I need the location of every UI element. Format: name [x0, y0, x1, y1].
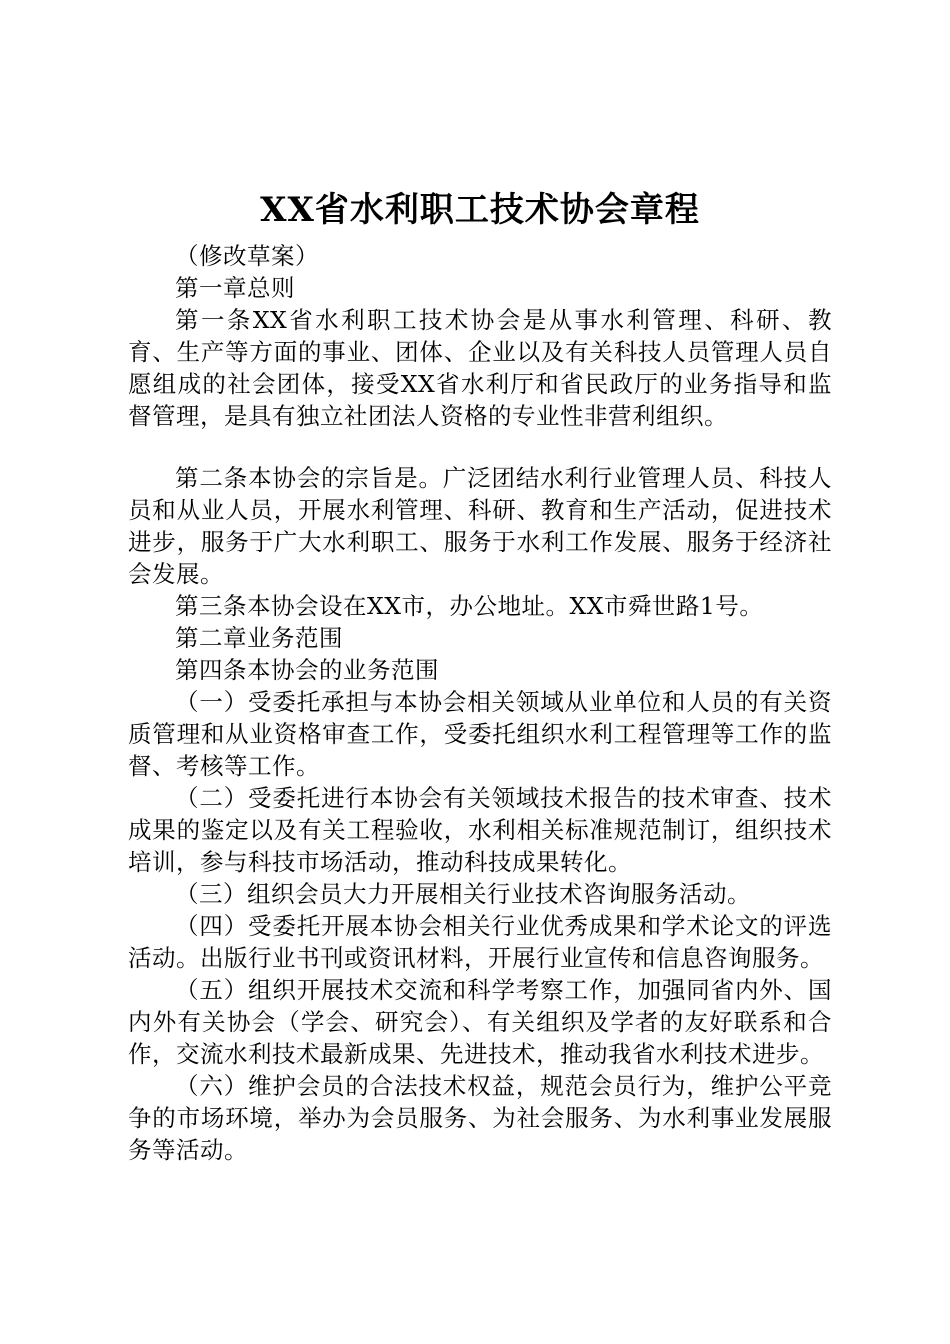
list-item-paragraph: （四）受委托开展本协会相关行业优秀成果和学术论文的评选活动。出版行业书刊或资讯材料，开展行业宣传和信息咨询服务。 — [128, 912, 832, 972]
list-item-paragraph: （六）维护会员的合法技术权益，规范会员行为，维护公平竞争的市场环境，举办为会员服务、为社会服务、为水利事业发展服务等活动。 — [128, 1072, 832, 1164]
article-paragraph: 第三条本协会设在XX市，办公地址。XX市舜世路1号。 — [175, 592, 764, 620]
list-item-paragraph: （五）组织开展技术交流和科学考察工作，加强同省内外、国内外有关协会（学会、研究会）、有关组织及学者的友好联系和合作，交流水利技术最新成果、先进技术，推动我省水利技术进步。 — [128, 976, 832, 1068]
article-paragraph: 第四条本协会的业务范围 — [175, 656, 439, 684]
list-item-paragraph: （一）受委托承担与本协会相关领域从业单位和人员的有关资质管理和从业资格审查工作，受委托组织水利工程管理等工作的监督、考核等工作。 — [128, 688, 832, 780]
chapter-heading: 第二章业务范围 — [175, 624, 343, 652]
article-paragraph: 第一条XX省水利职工技术协会是从事水利管理、科研、教育、生产等方面的事业、团体、企业以及有关科技人员管理人员自愿组成的社会团体，接受XX省水利厅和省民政厅的业务指导和监督管理，是具有独立社团法人资格的专业性非营利组织。 — [128, 306, 832, 430]
list-item-paragraph: （二）受委托进行本协会有关领域技术报告的技术审查、技术成果的鉴定以及有关工程验收，水利相关标准规范制订，组织技术培训，参与科技市场活动，推动科技成果转化。 — [128, 784, 832, 876]
chapter-heading: 第一章总则 — [175, 274, 295, 302]
document-title: XX省水利职工技术协会章程 — [260, 190, 700, 230]
article-paragraph: 第二条本协会的宗旨是。广泛团结水利行业管理人员、科技人员和从业人员，开展水利管理、科研、教育和生产活动，促进技术进步，服务于广大水利职工、服务于水利工作发展、服务于经济社会发展。 — [128, 464, 832, 588]
document-page — [128, 180, 832, 1166]
list-item-paragraph: （三）组织会员大力开展相关行业技术咨询服务活动。 — [175, 880, 751, 908]
draft-note: （修改草案） — [175, 242, 319, 270]
